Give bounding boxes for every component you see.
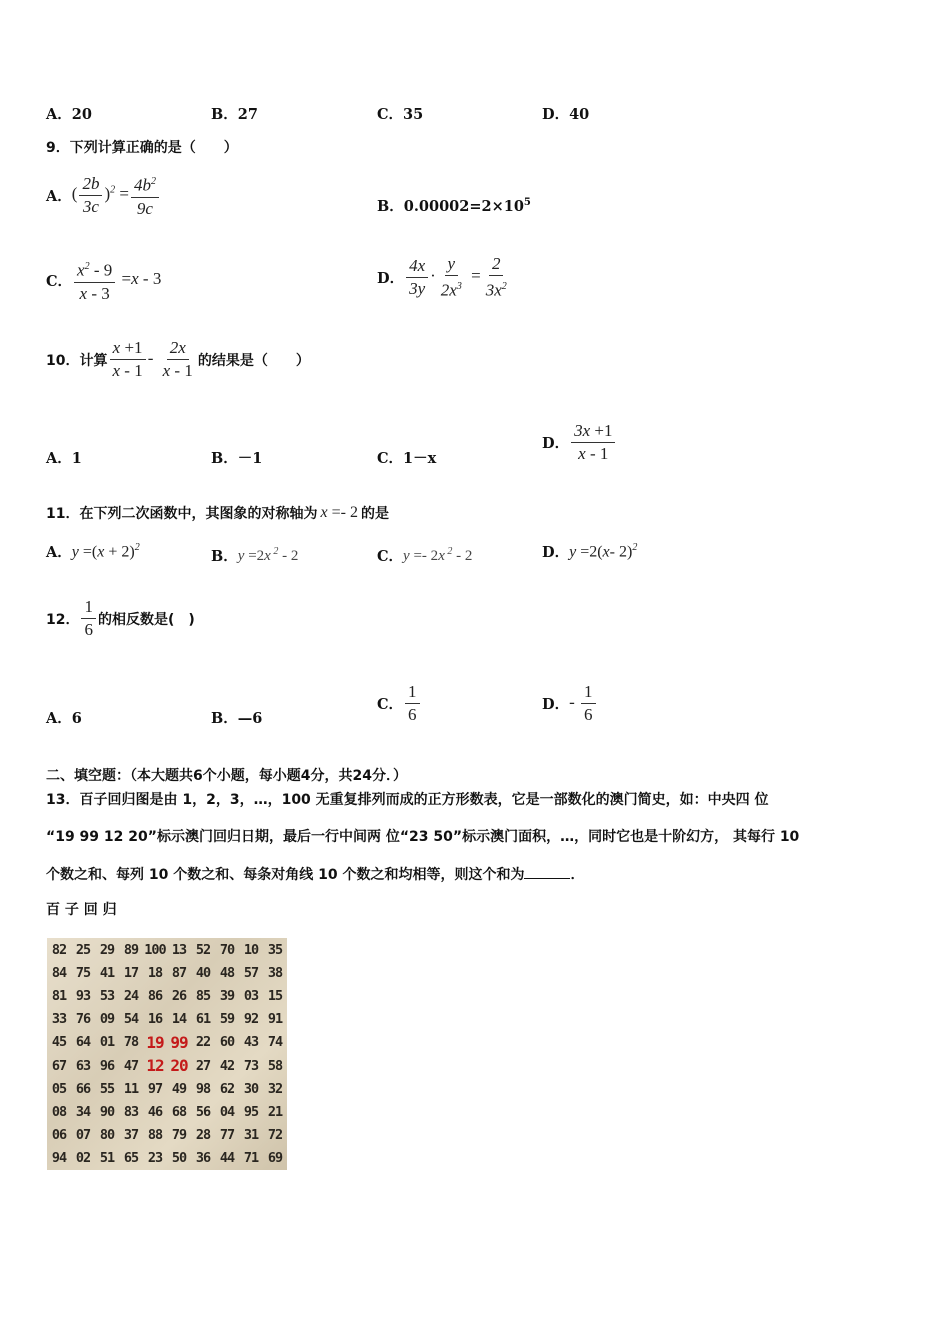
q13-caption: 百 子 回 归 — [46, 902, 117, 918]
grid-cell: 59 — [219, 1011, 235, 1028]
grid-cell: 07 — [75, 1127, 91, 1144]
q13-line3: 个数之和、每列 10 个数之和、每条对角线 10 个数之和均相等，则这个和为 ． — [46, 864, 906, 885]
q9-option-a: A． ( $\frac{2b}{3c}$ )$^2$ = $\frac{4b^2}{9c}$ — [46, 172, 161, 219]
q10-option-c: C．1－x — [377, 450, 437, 467]
grid-cell: 34 — [75, 1103, 91, 1120]
grid-cell: 10 — [243, 941, 259, 958]
grid-cell: 67 — [51, 1057, 67, 1074]
grid-cell: 52 — [195, 941, 211, 958]
grid-cell: 30 — [243, 1080, 259, 1097]
q11-option-b: B． y =2x $^2$ - 2 — [211, 546, 299, 565]
grid-cell: 60 — [219, 1034, 235, 1051]
grid-cell: 68 — [171, 1103, 187, 1120]
q12-option-b: B．—6 — [211, 710, 263, 727]
q11-option-c: C． y =- 2x $^2$ - 2 — [377, 546, 473, 565]
grid-cell: 69 — [267, 1150, 283, 1167]
q12-c-formula: $\frac{1}{6}$ — [403, 682, 422, 725]
grid-cell: 100 — [144, 941, 166, 958]
grid-cell: 65 — [123, 1150, 139, 1167]
grid-cell: 91 — [267, 1011, 283, 1028]
grid-cell: 99 — [170, 1032, 188, 1052]
grid-cell: 21 — [267, 1103, 283, 1120]
grid-cell: 46 — [147, 1103, 163, 1120]
grid-cell: 35 — [267, 941, 283, 958]
grid-cell: 75 — [75, 964, 91, 981]
q9-stem: 9．下列计算正确的是（ ） — [46, 140, 238, 156]
grid-cell: 96 — [99, 1057, 115, 1074]
q12-stem: 12． $\frac{1}{6}$ 的相反数是( ) — [46, 597, 195, 639]
q10-stem: 10．计算 $\frac{x +1}{x - 1}$ - $\frac{2x}{x - 1}$ 的结果是（ ） — [46, 338, 310, 380]
grid-cell: 72 — [267, 1127, 283, 1144]
grid-cell: 28 — [195, 1127, 211, 1144]
grid-cell: 62 — [219, 1080, 235, 1097]
grid-cell: 84 — [51, 964, 67, 981]
grid-cell: 01 — [99, 1034, 115, 1051]
grid-cell: 32 — [267, 1080, 283, 1097]
grid-cell: 76 — [75, 1011, 91, 1028]
grid-cell: 56 — [195, 1103, 211, 1120]
grid-cell: 86 — [147, 987, 163, 1004]
grid-cell: 04 — [219, 1103, 235, 1120]
grid-cell: 90 — [99, 1103, 115, 1120]
q8-option-b: B．27 — [211, 106, 258, 123]
grid-cell: 50 — [171, 1150, 187, 1167]
grid-cell: 66 — [75, 1080, 91, 1097]
grid-cell: 17 — [123, 964, 139, 981]
q11-d-formula: y =2(x- 2)$^2$ — [569, 541, 638, 561]
q11-b-formula: y =2x $^2$ - 2 — [237, 546, 299, 564]
grid-cell: 41 — [99, 964, 115, 981]
grid-cell: 29 — [99, 941, 115, 958]
grid-cell: 61 — [195, 1011, 211, 1028]
q8-option-c: C．35 — [377, 106, 424, 123]
grid-cell: 02 — [75, 1150, 91, 1167]
grid-cell: 44 — [219, 1150, 235, 1167]
grid-cell: 82 — [51, 941, 67, 958]
grid-cell: 77 — [219, 1127, 235, 1144]
grid-cell: 27 — [195, 1057, 211, 1074]
grid-cell: 57 — [243, 964, 259, 981]
grid-cell: 05 — [51, 1080, 67, 1097]
q11-a-formula: $y =(x + 2)^2$ — [71, 541, 140, 561]
grid-cell: 63 — [75, 1057, 91, 1074]
grid-cell: 89 — [123, 941, 139, 958]
grid-cell: 20 — [170, 1056, 188, 1076]
grid-cell: 53 — [99, 987, 115, 1004]
q12-option-c: C． $\frac{1}{6}$ — [377, 682, 422, 725]
grid-cell: 06 — [51, 1127, 67, 1144]
q12-option-d: D． - $\frac{1}{6}$ — [542, 682, 598, 725]
grid-cell: 49 — [171, 1080, 187, 1097]
grid-cell: 47 — [123, 1057, 139, 1074]
q8-option-d: D．40 — [542, 106, 590, 123]
grid-cell: 78 — [123, 1034, 139, 1051]
hundred-number-grid — [47, 938, 287, 1170]
q10-option-b: B．－1 — [211, 450, 263, 467]
grid-cell: 73 — [243, 1057, 259, 1074]
answer-blank — [524, 864, 570, 879]
grid-cell: 58 — [267, 1057, 283, 1074]
grid-cell: 92 — [243, 1011, 259, 1028]
grid-cell: 64 — [75, 1034, 91, 1051]
grid-cell: 31 — [243, 1127, 259, 1144]
q13-line1: 13．百子回归图是由 1，2，3，…，100 无重复排列而成的正方形数表，它是一部数化的澳门简史，如：中央四 位 — [46, 792, 769, 808]
grid-cell: 38 — [267, 964, 283, 981]
grid-cell: 97 — [147, 1080, 163, 1097]
grid-cell: 13 — [171, 941, 187, 958]
grid-cell: 39 — [219, 987, 235, 1004]
grid-cell: 11 — [123, 1080, 139, 1097]
q9-a-formula: ( $\frac{2b}{3c}$ )$^2$ = $\frac{4b^2}{9c}$ — [72, 172, 161, 219]
grid-cell: 85 — [195, 987, 211, 1004]
grid-cell: 48 — [219, 964, 235, 981]
grid-cell: 42 — [219, 1057, 235, 1074]
grid-cell: 95 — [243, 1103, 259, 1120]
q9-option-c: C． $\frac{x^2 - 9}{x - 3}$ =x - 3 — [46, 257, 161, 304]
grid-cell: 37 — [123, 1127, 139, 1144]
grid-cell: 09 — [99, 1011, 115, 1028]
q11-c-formula: y =- 2x $^2$ - 2 — [403, 546, 473, 564]
grid-cell: 81 — [51, 987, 67, 1004]
grid-cell: 70 — [219, 941, 235, 958]
grid-cell: 24 — [123, 987, 139, 1004]
grid-cell: 55 — [99, 1080, 115, 1097]
grid-cell: 98 — [195, 1080, 211, 1097]
q10-option-d: D． $\frac{3x +1}{x - 1}$ — [542, 421, 617, 464]
q9-option-b: B．$0.00002=2\times 10^5$ — [377, 197, 531, 215]
grid-cell: 33 — [51, 1011, 67, 1028]
q11-option-d: D． y =2(x- 2)$^2$ — [542, 541, 638, 561]
grid-cell: 26 — [171, 987, 187, 1004]
grid-cell: 14 — [171, 1011, 187, 1028]
q11-option-a: A． $y =(x + 2)^2$ — [46, 541, 140, 561]
q11-axis-formula: x =- 2 — [320, 504, 358, 521]
q11-stem: 11．在下列二次函数中，其图象的对称轴为 x =- 2 的是 — [46, 504, 389, 522]
grid-cell: 94 — [51, 1150, 67, 1167]
grid-cell: 93 — [75, 987, 91, 1004]
grid-cell: 03 — [243, 987, 259, 1004]
grid-cell: 22 — [195, 1034, 211, 1051]
q9-d-formula: $\frac{4x}{3y}$ · $\frac{y}{2x^3}$ = $\frac{2}{3x^2}$ — [404, 254, 512, 301]
q10-option-a: A．1 — [46, 450, 82, 467]
grid-cell: 83 — [123, 1103, 139, 1120]
hundred-number-grid-image — [47, 938, 287, 1170]
q10-expression: $\frac{x +1}{x - 1}$ - $\frac{2x}{x - 1}$ — [107, 338, 197, 381]
grid-cell: 80 — [99, 1127, 115, 1144]
grid-cell: 71 — [243, 1150, 259, 1167]
q12-d-formula: - $\frac{1}{6}$ — [569, 682, 597, 725]
grid-cell: 43 — [243, 1034, 259, 1051]
grid-cell: 87 — [171, 964, 187, 981]
grid-cell: 54 — [123, 1011, 139, 1028]
grid-cell: 23 — [147, 1150, 163, 1167]
grid-cell: 51 — [99, 1150, 115, 1167]
q12-option-a: A．6 — [46, 710, 82, 727]
grid-cell: 79 — [171, 1127, 187, 1144]
q10-d-formula: $\frac{3x +1}{x - 1}$ — [569, 421, 617, 464]
section-2-heading: 二、填空题：（本大题共6个小题，每小题4分，共24分．） — [46, 768, 407, 784]
q12-fraction: $\frac{1}{6}$ — [79, 597, 98, 640]
grid-cell: 19 — [146, 1032, 164, 1052]
q13-line2: “19 99 12 20”标示澳门回归日期，最后一行中间两 位“23 50”标示澳门面积，…，同时它也是十阶幻方， 其每行 10 — [46, 829, 800, 845]
grid-cell: 15 — [267, 987, 283, 1004]
grid-cell: 40 — [195, 964, 211, 981]
grid-cell: 45 — [51, 1034, 67, 1051]
grid-cell: 74 — [267, 1034, 283, 1051]
grid-cell: 12 — [146, 1056, 164, 1076]
q8-option-a: A．20 — [46, 106, 92, 123]
grid-cell: 18 — [147, 964, 163, 981]
grid-cell: 16 — [147, 1011, 163, 1028]
grid-cell: 08 — [51, 1103, 67, 1120]
grid-cell: 88 — [147, 1127, 163, 1144]
grid-cell: 25 — [75, 941, 91, 958]
grid-cell: 36 — [195, 1150, 211, 1167]
q9-option-d: D． $\frac{4x}{3y}$ · $\frac{y}{2x^3}$ = $\frac{2}{3x^2}$ — [377, 254, 512, 301]
q9-c-formula: $\frac{x^2 - 9}{x - 3}$ =x - 3 — [72, 257, 161, 304]
